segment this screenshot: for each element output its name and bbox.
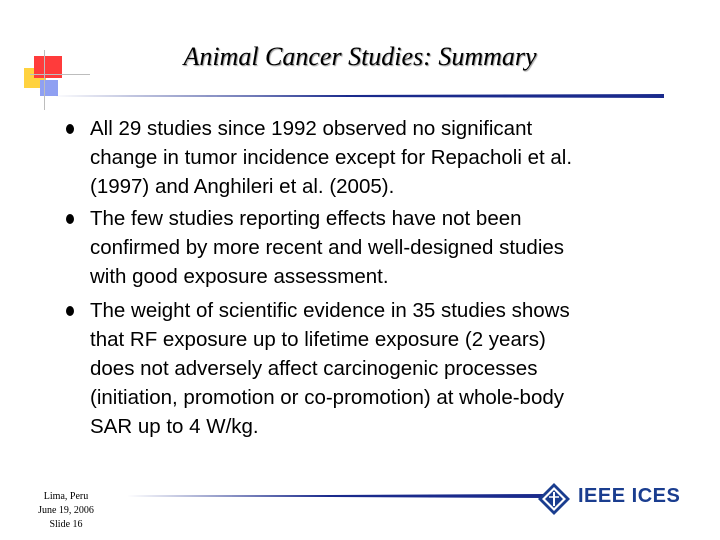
bullet-dot-icon xyxy=(66,124,74,134)
bullet-line: confirmed by more recent and well-designed studies xyxy=(90,236,565,259)
bullet-text xyxy=(90,296,660,441)
bullet-line: SAR up to 4 W/kg. xyxy=(90,415,259,438)
footer-slide-number: Slide 16 xyxy=(49,519,83,530)
bullet-text xyxy=(90,114,660,201)
bullet-line: change in tumor incidence except for Repacholi et al. xyxy=(90,146,573,169)
bullet-line: The weight of scientific evidence in 35 studies shows xyxy=(90,299,570,322)
bullet-dot-icon xyxy=(66,306,74,316)
bullet-line: All 29 studies since 1992 observed no significant xyxy=(90,117,533,140)
ieee-diamond-logo-icon xyxy=(537,482,571,516)
footer-info xyxy=(20,490,112,532)
title-underline xyxy=(52,94,664,98)
bullet-line: (initiation, promotion or co-promotion) at whole-body xyxy=(90,386,565,409)
footer-date: June 19, 2006 xyxy=(38,505,94,516)
bullet-line: (1997) and Anghileri et al. (2005). xyxy=(90,175,395,198)
bullet-line: with good exposure assessment. xyxy=(90,265,389,288)
ieee-ices-logo-text: IEEE ICES xyxy=(578,485,681,507)
bullet-line: that RF exposure up to lifetime exposure (2 years) xyxy=(90,328,546,351)
bullet-line: The few studies reporting effects have not been xyxy=(90,207,522,230)
bullet-text xyxy=(90,204,660,291)
slide-title: Animal Cancer Studies: Summary xyxy=(183,42,537,71)
bullet-dot-icon xyxy=(66,214,74,224)
footer-rule xyxy=(125,494,545,498)
footer-location: Lima, Peru xyxy=(43,491,89,502)
decor-horizontal-line xyxy=(30,74,90,75)
bullet-line: does not adversely affect carcinogenic processes xyxy=(90,357,538,380)
